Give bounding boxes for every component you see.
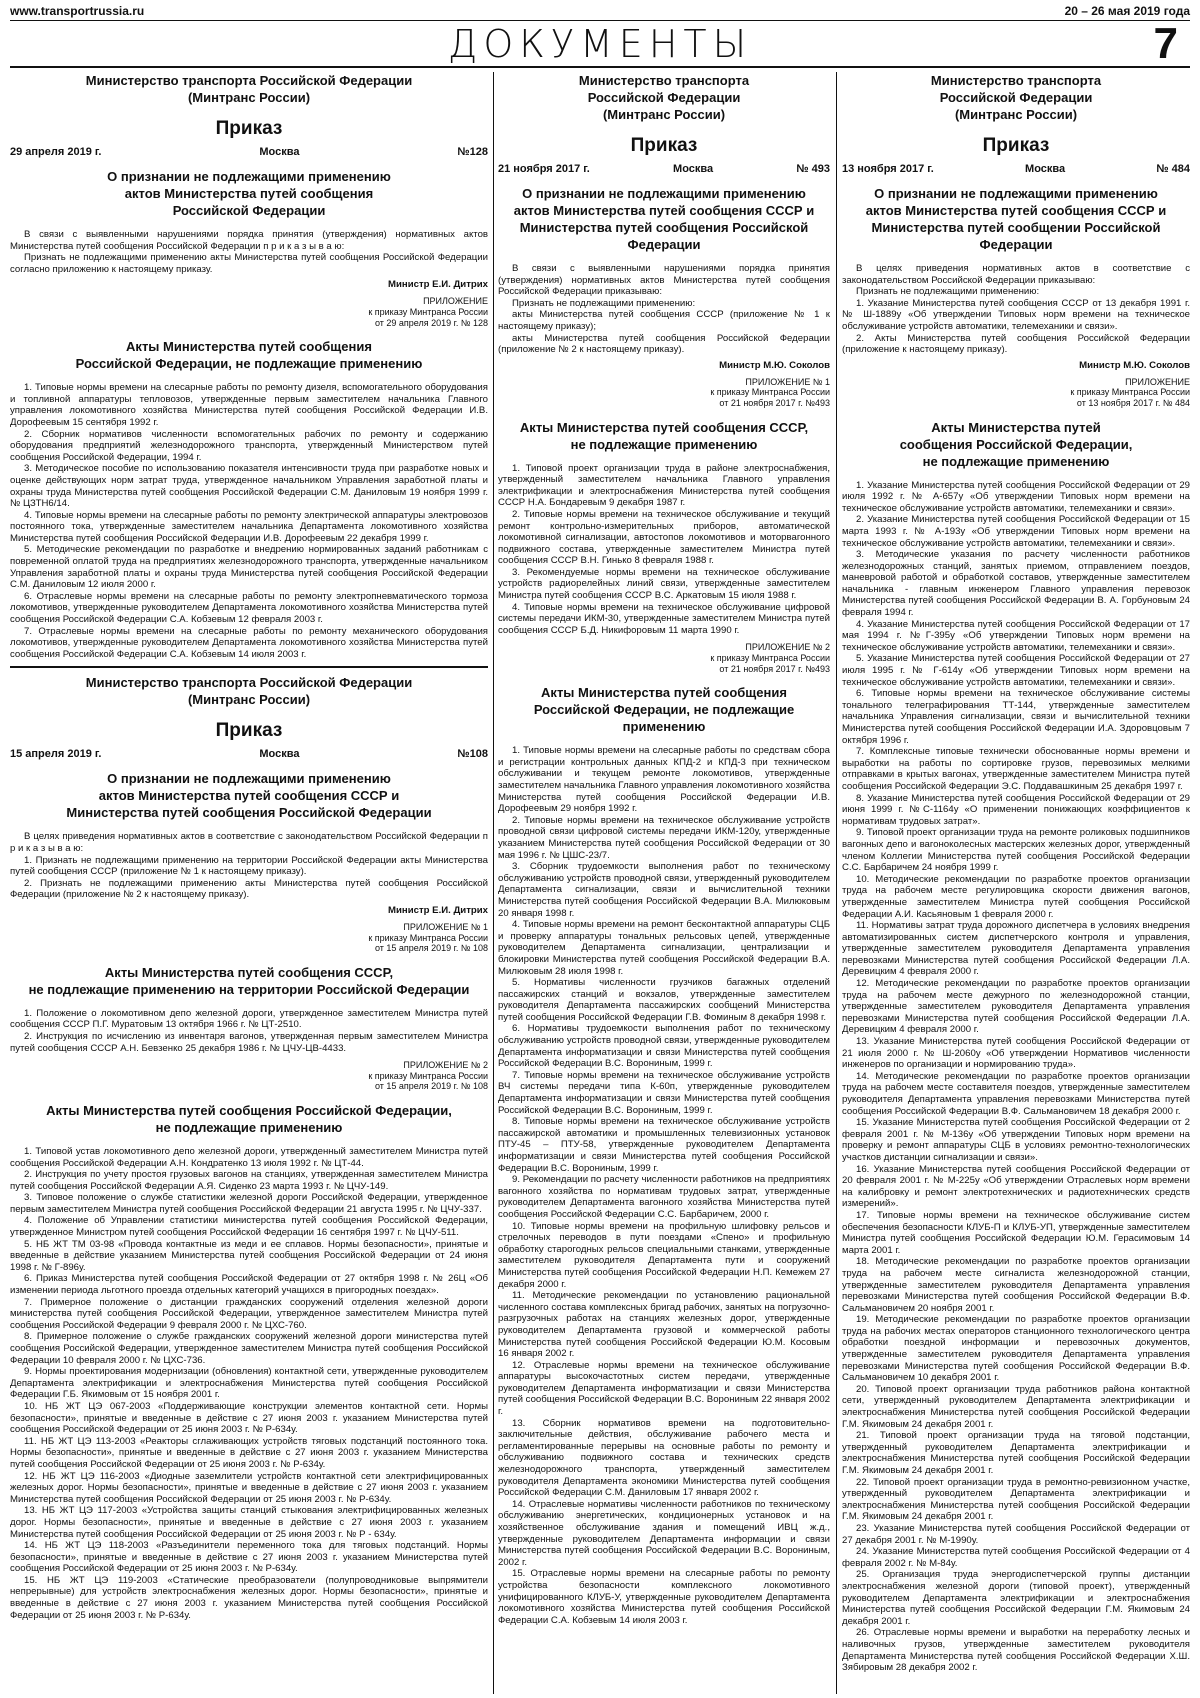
order-number: № 484: [1156, 163, 1190, 175]
authority: Министерство транспорта Российской Федерации (Минтранс России): [578, 73, 750, 122]
order-city: Москва: [259, 146, 300, 158]
order-label: Приказ: [982, 135, 1050, 156]
paragraph: 4. Указание Министерства путей сообщения Российской Федерации от 17 мая 1994 г. №Г-395у «Об утверждении Типовых норм времени на техническое обслуживание устройств автоматики, телемеханики и связи».: [842, 618, 1190, 653]
paragraph: 6. Приказ Министерства путей сообщения Российской Федерации от 27 октября 1998 г. № 26Ц «Об изменении периода льготного проезда отдельных категорий учащихся в пригородных поездах».: [10, 1273, 488, 1297]
order-label: Приказ: [215, 118, 283, 139]
paragraph: 26. Отраслевые нормы времени и выработки на переработку лесных и наливочных грузов, утвержденные заместителем руководителя Департамента Министерства путей сообщения Российской Федерации Х.Ш. Зябировым 28 декабря 2002 г.: [842, 1627, 1190, 1674]
order-date: 21 ноября 2017 г.: [498, 163, 590, 175]
paragraph: 11. Методические рекомендации по установлению рациональной численного состава комплексных бригад рабочих, занятых на погрузочно-разгрузочных работах на станциях железных дорог, утвержденные руководителем Департамента грузовой и коммерческой работы Министерства путей сообщения Российской Федерации Ю.М. Косовым 16 января 2002 г.: [498, 1290, 830, 1360]
paragraph: 17. Типовые нормы времени на техническое обслуживание систем обеспечения безопасности КЛУБ-П и КЛУБ-УП, утвержденные заместителем Министра путей сообщения Российской Федерации Ю.М. Герасимовым 14 марта 2001 г.: [842, 1209, 1190, 1256]
paragraph: 7. Комплексные типовые технически обоснованные нормы времени и выработки на работы по сортировке грузов, перевозимых мелкими отправками в крытых вагонах, утвержденные заместителем Министра путей сообщения Российской Федерации Э.С. Поддавашкиным 25 декабря 1997 г.: [842, 746, 1190, 792]
paragraph: 2. Типовые нормы времени на техническое обслуживание устройств проводной связи цифровой системы передачи ИКМ-120у, утвержденные указанием Министерства путей сообщения Российской Федерации от 30 мая 1996 г. № ЦШС-23/7.: [498, 814, 830, 861]
paragraph: 1. Признать не подлежащими применению на территории Российской Федерации акты Министерства путей сообщения СССР (приложение № 1 к настоящему приказу).: [10, 854, 488, 878]
acts-list: [842, 480, 1190, 1674]
order-city: Москва: [1025, 163, 1066, 175]
paragraph: 4. Положение об Управлении статистики министерства путей сообщения Российской Федерации, утвержденное Министром путей сообщения Российской Федерации 16 сентября 1997 г. № ЦЧУ-511.: [10, 1215, 488, 1239]
paragraph: 13. Указание Министерства путей сообщения Российской Федерации от 21 июля 2000 г. № Ш-2060у «Об утверждении Нормативов численности инженеров по организации и нормированию труда».: [842, 1036, 1190, 1071]
paragraph: 18. Методические рекомендации по разработке проектов организации труда на рабочем месте сигналиста железнодорожной станции, утвержденные заместителем руководителя Департамента управления перевозками Министерства путей сообщения Российской Федерации В.Ф. Сальмановичем 20 ноября 2001 г.: [842, 1256, 1190, 1314]
order-meta: [842, 163, 1190, 175]
paragraph: 15. НБ ЖТ ЦЭ 119-2003 «Статические преобразователи (полупроводниковые выпрямители непрерывные) для устройств электроснабжения железных дорог. Нормы безопасности», принятые и введенные в действие с 27 июня 2003 г. указанием Министерства путей сообщения Российской Федерации от 25 июня 2003 г. № Р-634у.: [10, 1574, 488, 1621]
paragraph: 24. Указание Министерства путей сообщения Российской Федерации от 4 февраля 2002 г. № М-84у.: [842, 1546, 1190, 1569]
paragraph: 22. Типовой проект организации труда в ремонтно-ревизионном участке, утвержденный руководителем Департамента электрификации и электроснабжения Министерства путей сообщения Российской Федерации Г.М. Якимовым 24 декабря 2001 г.: [842, 1476, 1190, 1523]
paragraph: 2. Инструкция по исчислению из инвентаря вагонов, утвержденная первым заместителем Министра путей сообщения СССР А.Н. Бевзенко 25 декабря 1986 г. № ЦЧУ-ЦВ-4433.: [10, 1030, 488, 1054]
order-number: № 493: [796, 163, 830, 175]
order-493: [498, 72, 830, 1626]
paragraph: 2. Акты Министерства путей сообщения Российской Федерации (приложение к настоящему приказу).: [842, 332, 1190, 356]
authority: Министерство транспорта Российской Федерации (Минтранс России): [85, 73, 413, 105]
paragraph: 16. Указание Министерства путей сообщения Российской Федерации от 20 февраля 2001 г. № М-225у «Об утверждении Отраслевых норм времени на калибровку и ремонт электротехнических и радиотехнических средств измерений».: [842, 1163, 1190, 1210]
order-number: №128: [457, 146, 488, 158]
paragraph: 1. Типовой проект организации труда в районе электроснабжения, утвержденный заместителем начальника Главного управления электрификации и электроснабжения Министерства путей сообщения СССР Н.А. Бондаревым 9 декабря 1987 г.: [498, 462, 830, 509]
paragraph: 14. Методические рекомендации по разработке проектов организации труда на рабочем месте составителя поездов, утвержденные заместителем руководителя Департамента управления перевозками Министерства путей сообщения Российской Федерации В.Ф. Сальмановичем 18 декабря 2000 г.: [842, 1070, 1190, 1117]
paragraph: 21. Типовой проект организации труда на тяговой подстанции, утвержденный руководителем Департамента электрификации и электроснабжения Министерства путей сообщения Российской Федерации Г.М. Якимовым 24 декабря 2001 г.: [842, 1430, 1190, 1476]
paragraph: 10. Методические рекомендации по разработке проектов организации труда на рабочем месте регулировщика скорости движения вагонов, утвержденные заместителем Министра путей сообщения Российской Федерации А.И. Касьяновым 1 февраля 2000 г.: [842, 873, 1190, 920]
paragraph: 12. Отраслевые нормы времени на техническое обслуживание аппаратуры высокочастотных систем передачи, утвержденные руководителем Департамента информатизации и связи Министерства путей сообщения Российской Федерации В.С. Ворониным 22 января 2002 г.: [498, 1359, 830, 1418]
paragraph: 1. Типовые нормы времени на слесарные работы по ремонту дизеля, вспомогательного оборудования и топливной аппаратуры тепловозов, утвержденные первым заместителем начальника Главного управления локомотивного хозяйства Министерства путей сообщения Российской Федерации И.В. Дорофеевым 15 сентября 1992 г.: [10, 382, 488, 428]
issue-date: 20 – 26 мая 2019 года: [1064, 4, 1190, 18]
paragraph: 6. Типовые нормы времени на техническое обслуживание системы тонального телеграфирования ТТ-144, утвержденные заместителем начальника Управления сигнализации, связи и вычислительной техники Министерства путей сообщения Российской Федерации И.А. Здоровцовым 7 октября 1996 г.: [842, 688, 1190, 746]
list-title: Акты Министерства путей сообщения СССР, не подлежащие применению на территории Российской Федерации: [28, 964, 470, 997]
paragraph: 14. НБ ЖТ ЦЭ 118-2003 «Разъединители переменного тока для тяговых подстанций. Нормы безопасности», принятые и введенные в действие с 27 июня 2003 г. указанием Министерства путей сообщения Российской Федерации от 25 июня 2003 г. № Р-634у.: [10, 1540, 488, 1575]
paragraph: 10. Типовые нормы времени на профильную шлифовку рельсов и стрелочных переводов в пути поездами «Спено» и профильную обработку старогодных рельсов специальными станками, утвержденные заместителем руководителя Департамента пути и сооружений Министерства путей сообщения Российской Федерации Н.П. Кемежем 27 декабря 2000 г.: [498, 1220, 830, 1290]
order-title: О признании не подлежащими применению актов Министерства путей сообщения СССР и Министерства путей сообщения Российской Федерации: [66, 771, 432, 821]
paragraph: В связи с выявленными нарушениями порядка принятия (утверждения) нормативных актов Министерства путей сообщения Российской Федерации п р и к а з ы в а ю:: [10, 229, 488, 252]
paragraph: 14. Отраслевые нормативы численности работников по техническому обслуживанию энергетических, кондиционерных установок и на хозяйственное обслуживание здания и помещений ИВЦ ж.д., утвержденные руководителем Департамента информации и связи Министерства путей сообщения Российской Федерации В.С. Ворониным, 2002 г.: [498, 1498, 830, 1568]
masthead-rule-bottom: [10, 66, 1190, 68]
paragraph: 1. Положение о локомотивном депо железной дороги, утвержденное заместителем Министра путей сообщения СССР П.Г. Муратовым 13 октября 1966 г. № ЦТ-2510.: [10, 1007, 488, 1031]
paragraph: 2. Инструкция по учету простоя грузовых вагонов на станциях, утвержденная заместителем Министра путей сообщения Российской Федерации А.Я. Сиденко 23 марта 1993 г. № ЦЧУ-149.: [10, 1169, 488, 1192]
order-title: О признании не подлежащими применению актов Министерства путей сообщения Российской Федерации: [107, 169, 391, 218]
order-city: Москва: [259, 748, 300, 761]
paragraph: Признать не подлежащими применению:: [856, 286, 1040, 298]
paragraph: 11. НБ ЖТ ЦЭ 113-2003 «Реакторы сглаживающих устройств тяговых подстанций постоянного тока. Нормы безопасности», принятые и введенные в действие с 27 июня 2003 г. указанием Министерства путей сообщения Российской Федерации от 25 июня 2003 г. № Р-634у.: [10, 1435, 488, 1470]
paragraph: Признать не подлежащими применению:: [512, 297, 696, 309]
appendix-label: ПРИЛОЖЕНИЕ № 1 к приказу Минтранса России от 21 ноября 2017 г. №493: [710, 376, 830, 408]
acts-list: [10, 1008, 488, 1054]
paragraph: В целях приведения нормативных актов в соответствие с законодательством Российской Федерации п р и к а з ы в а ю:: [10, 831, 488, 854]
order-body: [842, 263, 1190, 356]
signature: Министр Е.И. Дитрих: [388, 279, 488, 291]
order-body: [10, 229, 488, 275]
appendix-label: ПРИЛОЖЕНИЕ к приказу Минтранса России от 13 ноября 2017 г. № 484: [1070, 376, 1190, 408]
order-meta: [10, 146, 488, 158]
site-url[interactable]: www.transportrussia.ru: [10, 4, 145, 18]
list-title: Акты Министерства путей сообщения СССР, не подлежащие применению: [519, 419, 809, 452]
order-city: Москва: [673, 163, 714, 175]
paragraph: 4. Типовые нормы времени на ремонт бесконтактной аппаратуры СЦБ и проверку аппаратуры тональных рельсовых цепей, утвержденные руководителем Департамента сигнализации, централизации и блокировки Министерства путей сообщения Российской Федерации В.А. Милюковым 28 июля 1998 г.: [498, 919, 830, 977]
paragraph: 9. Рекомендации по расчету численности работников на предприятиях вагонного хозяйства по нормативам трудовых затрат, утвержденные руководителем Департамента вагонного хозяйства Министерства путей сообщения Российской Федерации С.С. Барбаричем, 2000 г.: [498, 1174, 830, 1220]
paragraph: 7. Отраслевые нормы времени на слесарные работы по ремонту механического оборудования локомотивов, утвержденные руководителем Департамента локомотивного хозяйства Министерства путей сообщения Российской Федерации С.А. Кобзевым 14 июля 2003 г.: [10, 625, 488, 660]
acts-list: [498, 745, 830, 1626]
paragraph: 8. Примерное положение о службе гражданских сооружений железной дороги министерства путей сообщения Российской Федерации, утвержденное заместителем Министра путей сообщения Российской Федерации 10 февраля 2000 г. № ЦХС-736.: [10, 1331, 488, 1366]
paragraph: 6. Нормативы трудоемкости выполнения работ по техническому обслуживанию устройств проводной связи, утвержденные руководителем Департамента информатизации и связи Министерства путей сообщения Российской Федерации В.С. Ворониным, 1999 г.: [498, 1023, 830, 1070]
column-middle: [498, 72, 830, 1694]
paragraph: 3. Методические указания по расчету численности работников железнодорожных станций, занятых приемом, отправлением поездов, маневровой работой и обработкой составов, утвержденные заместителем начальника - главным инженером Главного управления перевозок Министерства путей сообщения Российской Федерации В. А. Горбуновым 24 февраля 1994 г.: [842, 549, 1190, 619]
column-right: [842, 72, 1190, 1694]
list-title: Акты Министерства путей сообщения Российской Федерации, не подлежащие применению: [533, 685, 795, 735]
paragraph: 2. Указание Министерства путей сообщения Российской Федерации от 15 марта 1993 г. № А-193у «Об утверждении Типовых норм времени на техническое обслуживание устройств автоматики, телемеханики и связи».: [842, 514, 1190, 549]
signature: Министр М.Ю. Соколов: [1079, 359, 1190, 371]
column-left: [10, 72, 488, 1694]
paragraph: Признать не подлежащими применению акты Министерства путей сообщения Российской Федерации согласно приложению к настоящему приказу.: [10, 252, 488, 275]
paragraph: 2. Типовые нормы времени на техническое обслуживание и текущий ремонт контрольно-измерительных приборов, автоматической локомотивной сигнализации, автостопов локомотивов и моторвагонного подвижного состава, утвержденные заместителем Министра путей сообщения СССР В.Н. Гинько 8 февраля 1988 г.: [498, 508, 830, 567]
paragraph: 9. Типовой проект организации труда на ремонте роликовых подшипников вагонных депо и вагоноколесных мастерских железных дорог, утвержденный членом Коллегии Министерства путей сообщения Российской Федерации С.С. Барбаричем 24 ноября 1999 г.: [842, 827, 1190, 874]
paragraph: 20. Типовой проект организации труда работников района контактной сети, утвержденный руководителем Департамента электрификации и электроснабжения Министерства путей сообщения Российской Федерации Г.М. Якимовым 24 декабря 2001 г.: [842, 1383, 1190, 1430]
acts-list: [10, 1146, 488, 1621]
paragraph: 1. Указание Министерства путей сообщения Российской Федерации от 29 июля 1992 г. № А-657у «Об утверждении Типовых норм времени на техническое обслуживание устройств автоматики, телемеханики и связи».: [842, 479, 1190, 514]
order-title: О признании не подлежащими применению актов Министерства путей сообщения СССР и Министерства путей сообщения Российской Федерации: [513, 186, 815, 252]
section-title: ДОКУМЕНТЫ: [447, 22, 753, 66]
appendix-label: ПРИЛОЖЕНИЕ к приказу Минтранса России от 29 апреля 2019 г. № 128: [368, 296, 488, 328]
order-date: 15 апреля 2019 г.: [10, 748, 102, 761]
order-body: [498, 263, 830, 356]
paragraph: 7. Примерное положение о дистанции гражданских сооружений отделения железной дороги министерства путей сообщения Российской Федерации, утвержденное заместителем Министра путей сообщения Российской Федерации 9 февраля 2000 г. № ЦХС-760.: [10, 1296, 488, 1331]
order-128: [10, 72, 488, 660]
paragraph: 4. Типовые нормы времени на техническое обслуживание цифровой системы передачи ИКМ-30, утвержденные заместителем Министра путей сообщения СССР Б.Д. Никифоровым 11 марта 1990 г.: [498, 601, 830, 636]
order-108: [10, 666, 488, 1621]
paragraph: В связи с выявленными нарушениями порядка принятия (утверждения) нормативных актов Министерства путей сообщения Российской Федерации приказываю:: [498, 263, 830, 298]
appendix-label: ПРИЛОЖЕНИЕ № 2 к приказу Минтранса России от 15 апреля 2019 г. № 108: [368, 1060, 488, 1092]
order-date: 13 ноября 2017 г.: [842, 163, 934, 175]
paragraph: 25. Организация труда энергодиспетчерской группы дистанции электроснабжения железной дороги (типовой проект), утвержденный руководителем Департамента электрификации и электроснабжения Министерства путей сообщения Российской Федерации Г.М. Якимовым 24 декабря 2001 г.: [842, 1569, 1190, 1627]
paragraph: В целях приведения нормативных актов в соответствие с законодательством Российской Федерации приказываю:: [842, 263, 1190, 286]
order-date: 29 апреля 2019 г.: [10, 146, 102, 158]
masthead-rule-top: [10, 20, 1190, 21]
paragraph: 23. Указание Министерства путей сообщения Российской Федерации от 27 декабря 2001 г. № М-1990у.: [842, 1522, 1190, 1546]
paragraph: 5. Нормативы численности грузчиков багажных отделений пассажирских станций и вокзалов, утвержденные заместителем руководителя Департамента пассажирских сообщений Министерства путей сообщения Российской Федерации Г.В. Фоминым 8 декабря 1998 г.: [498, 977, 830, 1023]
paragraph: акты Министерства путей сообщения Российской Федерации (приложение № 2 к настоящему приказу).: [498, 332, 830, 356]
signature: Министр М.Ю. Соколов: [719, 359, 830, 371]
order-meta: [10, 748, 488, 760]
paragraph: 3. Сборник трудоемкости выполнения работ по техническому обслуживанию устройств проводной связи, утвержденный руководителем Департамента сигнализации, связи и вычислительной техники Министерства путей сообщения Российской Федерации В.А. Милюковым 20 января 1998 г.: [498, 861, 830, 919]
order-label: Приказ: [215, 720, 283, 742]
order-meta: [498, 163, 830, 175]
appendix-label: ПРИЛОЖЕНИЕ № 1 к приказу Минтранса России от 15 апреля 2019 г. № 108: [368, 921, 488, 954]
order-484: [842, 72, 1190, 1674]
paragraph: 15. Указание Министерства путей сообщения Российской Федерации от 2 февраля 2001 г. № М-136у «Об утверждении Типовых норм времени на проверку и ремонт аппаратуры СЦБ в условиях ремонтно-технологических участков дистанции сигнализации и связи».: [842, 1117, 1190, 1163]
acts-list: [10, 382, 488, 660]
paragraph: 1. Типовой устав локомотивного депо железной дороги, утвержденный заместителем Министра путей сообщения Российской Федерации А.Н. Кондратенко 13 июля 1992 г. № ЦТ-44.: [10, 1145, 488, 1169]
appendix-label: ПРИЛОЖЕНИЕ № 2 к приказу Минтранса России от 21 ноября 2017 г. №493: [710, 642, 830, 674]
paragraph: 2. Сборник нормативов численности вспомогательных рабочих по ремонту и содержанию оборудования предприятий железнодорожного транспорта, утвержденный Министерством путей сообщения Российской Федерации, 1994 г.: [10, 428, 488, 463]
paragraph: 1. Типовые нормы времени на слесарные работы по средствам сбора и регистрации контрольных данных КПД-2 и КПД-3 при техническом обслуживании и текущем ремонте локомотивов, утвержденные заместителем начальника Главного управления локомотивного хозяйства Министерства путей сообщения Российской Федерации И.В. Дорофеевым 29 ноября 1992 г.: [498, 745, 830, 815]
column-divider: [493, 72, 494, 1694]
paragraph: 1. Указание Министерства путей сообщения СССР от 13 декабря 1991 г. № Ш-1889у «Об утверждении Типовых норм времени на техническое обслуживание устройств автоматики, телемеханики и связи».: [842, 297, 1190, 332]
paragraph: 19. Методические рекомендации по разработке проектов организации труда на рабочих местах операторов станционного технологического центра обработки поездной информации и перевозочных документов, утвержденные заместителем руководителя Департамента управления перевозками Министерства путей сообщения Российской Федерации В.Ф. Сальмановичем 10 декабря 2001 г.: [842, 1314, 1190, 1384]
paragraph: 12. Методические рекомендации по разработке проектов организации труда на рабочем месте дежурного по железнодорожной станции, утвержденные заместителем руководителя Департамента управления перевозками Министерства путей сообщения Российской Федерации Л.А. Деревицким 4 февраля 2000 г.: [842, 978, 1190, 1036]
paragraph: 7. Типовые нормы времени на техническое обслуживание устройств ВЧ системы передачи типа К-60п, утвержденные руководителем Департамента информатизации и связи Министерства путей сообщения Российской Федерации В.С. Ворониным, 1999 г.: [498, 1069, 830, 1116]
paragraph: 12. НБ ЖТ ЦЭ 116-2003 «Диодные заземлители устройств контактной сети электрифицированных железных дорог. Нормы безопасности», принятые и введенные в действие с 27 июня 2003 г. указанием Министерства путей сообщения Российской Федерации от 25 июня 2003 г. № Р-634у.: [10, 1470, 488, 1505]
authority: Министерство транспорта Российской Федерации (Минтранс России): [85, 675, 413, 708]
list-title: Акты Министерства путей сообщения Российской Федерации, не подлежащие применению: [46, 1102, 452, 1135]
masthead: [10, 4, 1190, 66]
paragraph: 5. НБ ЖТ ТМ 03-98 «Провода контактные из меди и ее сплавов. Нормы безопасности», принятые и введенные в действие указанием Министерства путей сообщения Российской Федерации от 24 июня 1998 г. № Г-896у.: [10, 1238, 488, 1273]
paragraph: 9. Нормы проектирования модернизации (обновления) контактной сети, утвержденные руководителем Департамента электрификации и электроснабжения Министерства путей сообщения Российской Федерации Г.Б. Якимовым от 15 ноября 2001 г.: [10, 1366, 488, 1401]
acts-list: [498, 463, 830, 637]
paragraph: 4. Типовые нормы времени на слесарные работы по ремонту электрической аппаратуры электровозов постоянного тока, утвержденные заместителем начальника Департамента локомотивного хозяйства Министерства путей сообщения Российской Федерации И.В. Дорофеевым 22 декабря 1999 г.: [10, 509, 488, 544]
paragraph: 15. Отраслевые нормы времени на слесарные работы по ремонту устройства безопасности комплексного локомотивного унифицированного КЛУБ-У, утвержденные руководителем Департамента локомотивного хозяйства Министерства путей сообщения Российской Федерации С.А. Кобзевым 14 июля 2003 г.: [498, 1568, 830, 1626]
paragraph: 8. Указание Министерства путей сообщения Российской Федерации от 29 июня 1999 г. №С-1164у «О применении понижающих коэффициентов к нормативам трудовых затрат».: [842, 792, 1190, 827]
paragraph: 3. Типовое положение о службе статистики железной дороги Российской Федерации, утвержденное первым заместителем Министра путей сообщения Российской Федерации 21 августа 1995 г. № ЦЧУ-337.: [10, 1192, 488, 1215]
paragraph: 13. Сборник нормативов времени на подготовительно-заключительные действия, обслуживание рабочего места и регламентированные перерывы на основные работы по ремонту и обслуживанию подвижного состава и технических средств железнодорожного транспорта, утвержденный заместителем руководителя Департамента экономики Министерства путей сообщения Российской Федерации С.М. Даниловым 17 января 2002 г.: [498, 1417, 830, 1499]
order-number: №108: [457, 748, 488, 761]
paragraph: 10. НБ ЖТ ЦЭ 067-2003 «Поддерживающие конструкции элементов контактной сети. Нормы безопасности», принятые и введенные в действие с 27 июня 2003 г. указанием Министерства путей сообщения Российской Федерации от 25 июня 2003 г. № Р-634у.: [10, 1400, 488, 1436]
paragraph: 5. Указание Министерства путей сообщения Российской Федерации от 27 июля 1995 г. № Г-614у «Об утверждении Типовых норм времени на техническое обслуживание устройств автоматики, телемеханики и связи».: [842, 653, 1190, 688]
order-title: О признании не подлежащими применению актов Министерства путей сообщения СССР и Министерства путей сообщении Российской Федерации: [865, 186, 1167, 252]
list-title: Акты Министерства путей сообщения Российской Федерации, не подлежащие применению: [899, 419, 1133, 469]
column-divider: [836, 72, 837, 1694]
list-title: Акты Министерства путей сообщения Российской Федерации, не подлежащие применению: [75, 339, 423, 372]
paragraph: 5. Методические рекомендации по разработке и внедрению нормированных заданий работникам с повременной оплатой труда на предприятиях железнодорожного транспорта, утвержденные начальником Управления заработной платы и охраны труда Министерства путей сообщения Российской Федерации С.М. Даниловым 12 июля 2000 г.: [10, 544, 488, 591]
paragraph: акты Министерства путей сообщения СССР (приложение № 1 к настоящему приказу);: [498, 309, 830, 332]
paragraph: 11. Нормативы затрат труда дорожного диспетчера в условиях внедрения автоматизированных систем диспетчерского контроля и управления, утвержденные заместителем руководителя Департамента управления перевозками Министерства путей сообщения Российской Федерации Л.А. Деревицким 4 февраля 2000 г.: [842, 920, 1190, 978]
paragraph: 2. Признать не подлежащими применению акты Министерства путей сообщения Российской Федерации (приложение № 2 к настоящему приказу).: [10, 877, 488, 901]
paragraph: 6. Отраслевые нормы времени на слесарные работы по ремонту электропневматического тормоза локомотивов, утвержденные руководителем Департамента локомотивного хозяйства Министерства путей сообщения Российской Федерации С.А. Кобзевым 12 февраля 2003 г.: [10, 590, 488, 626]
signature: Министр Е.И. Дитрих: [388, 904, 488, 916]
order-body: [10, 831, 488, 901]
paragraph: 3. Методическое пособие по использованию показателя интенсивности труда при разработке новых и оценке действующих норм затрат труда, утвержденное начальником Управления заработной платы и охраны труда Министерства путей сообщения Российской Федерации С.М. Даниловым 19 ноября 1999 г. № ЦЗТН6/14.: [10, 463, 488, 510]
paragraph: 3. Рекомендуемые нормы времени на техническое обслуживание устройств радиорелейных линий связи, утвержденные заместителем Министра путей сообщения СССР В.С. Аркатовым 15 июля 1988 г.: [498, 566, 830, 602]
paragraph: 8. Типовые нормы времени на техническое обслуживание устройств пассажирской автоматики и промышленных телевизионных установок ПТУ-45 – ПТУ-58, утвержденные руководителем Департамента информатизации и связи Министерства путей сообщения Российской Федерации В.С. Ворониным, 1999 г.: [498, 1116, 830, 1174]
page-number: 7: [1153, 19, 1178, 68]
authority: Министерство транспорта Российской Федерации (Минтранс России): [930, 73, 1102, 122]
order-label: Приказ: [630, 135, 698, 156]
paragraph: 13. НБ ЖТ ЦЭ 117-2003 «Устройства защиты станций стыкования электрифицированных железных дорог. Нормы безопасности», принятые и введенные в действие с 27 июня 2003 г. указанием Министерства путей сообщения Российской Федерации от 25 июня 2003 г. № Р - 634у.: [10, 1505, 488, 1540]
